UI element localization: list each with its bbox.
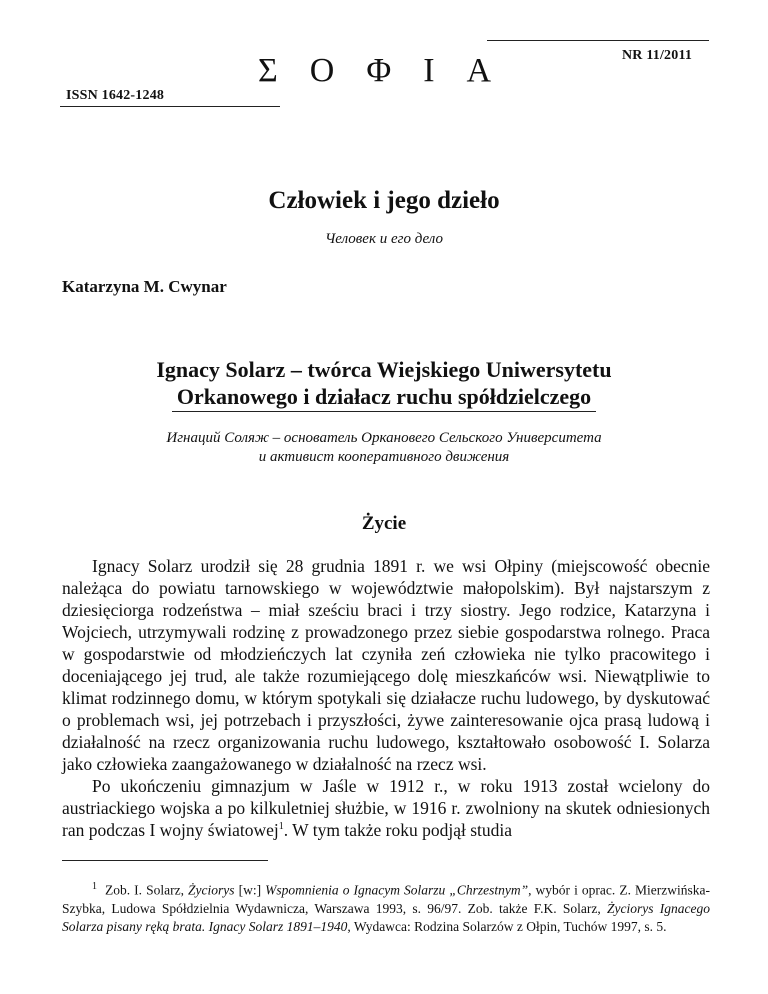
article-subtitle-line: Игнаций Соляж – основатель Оркановего Сельского Университета xyxy=(166,430,602,446)
footnote-italic: Wspomnienia o Ignacym Solarzu „Chrzestnym” xyxy=(265,882,529,898)
footnote-segment: [w:] xyxy=(234,882,266,898)
footnote xyxy=(62,878,710,936)
paragraph xyxy=(62,775,710,841)
footnote-ref[interactable]: 1 xyxy=(278,821,284,833)
article-subtitle-ru xyxy=(0,429,768,467)
header-rule-top xyxy=(487,40,709,41)
article-subtitle-line: и активист кооперативного движения xyxy=(258,449,510,465)
journal-letter: Α xyxy=(466,52,494,89)
journal-letter: Φ xyxy=(366,52,394,89)
article-title xyxy=(0,356,768,410)
issn: ISSN 1642-1248 xyxy=(66,88,165,103)
footnote-number: 1 xyxy=(92,881,97,892)
article-title-line: Orkanowego i działacz ruchu spółdzielczego xyxy=(176,384,592,409)
title-underline xyxy=(172,411,596,412)
section-title: Człowiek i jego dzieło xyxy=(268,187,500,214)
issue-number: NR 11/2011 xyxy=(622,48,693,63)
footnote-segment: , wybór i oprac. Z. Mierzwińska-Szybka, Ludowa Spółdzielnia Wydawnicza, Warszawa 1993, s. 96/97. Zob. także F.K. Solarz, xyxy=(62,882,710,916)
journal-letter: Σ xyxy=(258,52,280,89)
paragraph-text: Po ukończeniu gimnazjum w Jaśle w 1912 r., w roku 1913 został wcielony do austriackiego wojska a po kilkuletniej służbie, w 1916 r. zwolniony na skutek odniesionych ran podczas I wojny światowej xyxy=(62,776,710,840)
footnote-italic: Życiorys xyxy=(188,882,235,898)
footnote-segment: , Wydawca: Rodzina Solarzów z Ołpin, Tuchów 1997, s. 5. xyxy=(347,918,667,934)
footnote-italic: Życiorys Ignacego Solarza pisany ręką brata. Ignacy Solarz 1891–1940 xyxy=(62,900,710,934)
article-title-line: Ignacy Solarz – twórca Wiejskiego Uniwersytetu xyxy=(156,357,612,382)
journal-letter: Ι xyxy=(423,52,437,89)
section-title-ru: Человек и его дело xyxy=(324,231,444,247)
section-heading: Życie xyxy=(361,513,407,534)
footnote-segment: Zob. I. Solarz, xyxy=(105,882,189,898)
footnote-rule xyxy=(62,860,268,861)
paragraph: Ignacy Solarz urodził się 28 grudnia 1891 r. we wsi Ołpiny (miejscowość obecnie należąca do powiatu tarnowskiego w województwie małopolskim). Był najstarszym z dziesięciorga rodzeństwa – miał sześciu braci i trzy siostry. Jego rodzice, Katarzyna i Wojciech, utrzymywali rodzinę z prowadzonego przez siebie gospodarstwa rolnego. Praca w gospodarstwie od młodzieńczych lat czyniła zeń człowieka nie tylko pracowitego i doceniającego jej trud, ale także rozumiejącego dolę mieszkańców wsi. Niewątpliwie to klimat rodzinnego domu, w którym spotykali się działacze ruchu ludowego, by dyskutować o problemach wsi, jej potrzebach i przyszłości, żywe zainteresowanie ojca prasą ludową i działalność na rzecz organizowania ruchu ludowego, kształtowało osobowość I. Solarza jako człowieka zaangażowanego w działalność na rzecz wsi. xyxy=(62,556,710,774)
journal-title xyxy=(258,52,493,90)
header-rule-bottom xyxy=(60,106,280,107)
footnote-text xyxy=(62,878,710,936)
body-text xyxy=(62,555,710,841)
author-name: Katarzyna M. Cwynar xyxy=(62,277,227,296)
paragraph-text: . W tym także roku podjął studia xyxy=(283,820,513,840)
journal-letter: Ο xyxy=(309,52,337,89)
